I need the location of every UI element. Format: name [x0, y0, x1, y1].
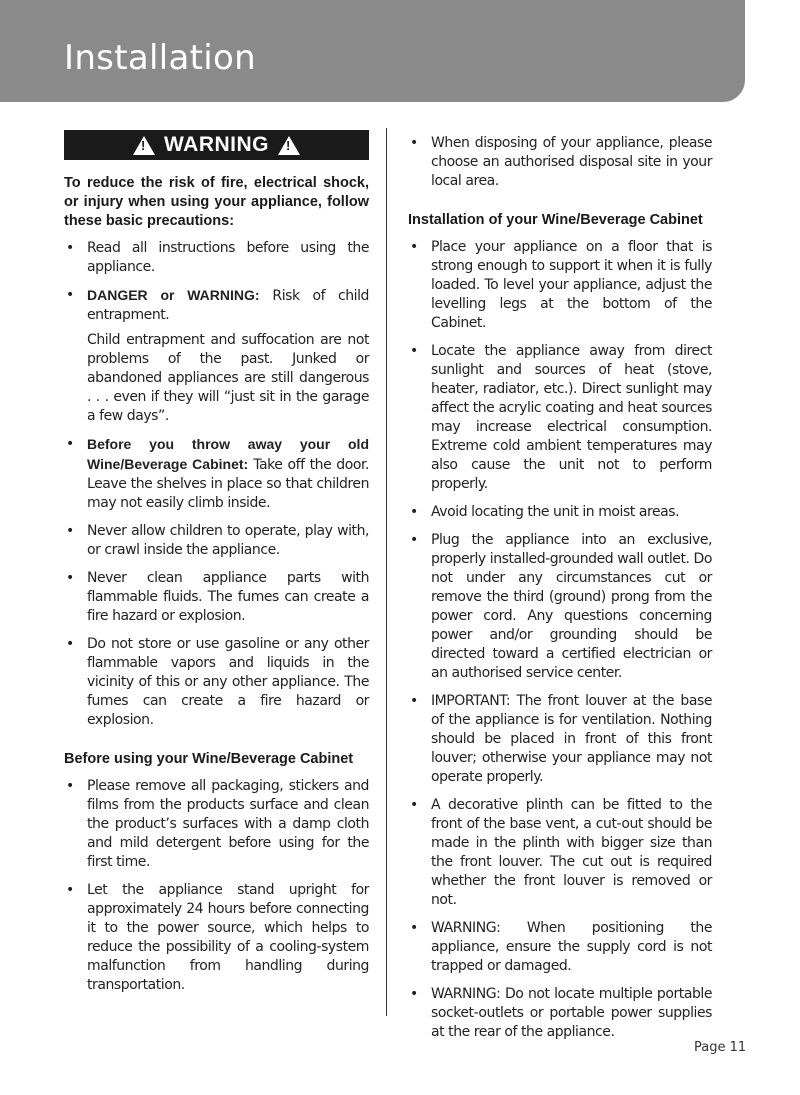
- list-item-text: When disposing of your appliance, please choose an authorised disposal site in your local area.: [431, 135, 712, 189]
- list-item-text: Read all instructions before using the appliance.: [87, 240, 369, 275]
- list-item-text: WARNING: When positioning the appliance, ensure the supply cord is not trapped or damaged.: [431, 920, 712, 974]
- list-item: [64, 522, 369, 560]
- bullet-icon: •: [66, 240, 74, 256]
- before-using-heading: Before using your Wine/Beverage Cabinet: [64, 751, 354, 767]
- precautions-list: [64, 239, 369, 730]
- list-item: [408, 342, 712, 494]
- list-item: [408, 692, 712, 787]
- left-column: [64, 130, 369, 1004]
- page-number: Page 11: [694, 1040, 747, 1055]
- list-item-text: A decorative plinth can be fitted to the front of the base vent, a cut-out should be made in the plinth with bigger size than the front louver. The cut out is required whether the front louver is removed or not.: [431, 797, 712, 908]
- bullet-icon: •: [410, 135, 418, 151]
- bullet-icon: •: [66, 570, 74, 586]
- bullet-icon: •: [66, 436, 74, 452]
- right-column: [408, 134, 712, 1051]
- bullet-icon: •: [410, 504, 418, 520]
- installation-heading: Installation of your Wine/Beverage Cabinet: [408, 212, 703, 228]
- bullet-icon: •: [410, 239, 418, 255]
- bullet-icon: •: [410, 986, 418, 1002]
- bullet-icon: •: [410, 920, 418, 936]
- bullet-icon: •: [66, 636, 74, 652]
- list-item: [408, 796, 712, 910]
- installation-list: [408, 238, 712, 1042]
- section-header-banner: [0, 0, 745, 102]
- list-item: [408, 531, 712, 683]
- disposal-list: [408, 134, 712, 191]
- list-item-text: Let the appliance stand upright for approximately 24 hours before connecting it to the power source, which helps to reduce the possibility of a cooling-system malfunction from handling during transportation.: [87, 882, 369, 993]
- list-item-text: WARNING: Do not locate multiple portable socket-outlets or portable power supplies at the rear of the appliance.: [431, 986, 712, 1040]
- list-item-text: Do not store or use gasoline or any other flammable vapors and liquids in the vicinity of this or any other appliance. The fumes can create a fire hazard or explosion.: [87, 636, 369, 728]
- bullet-icon: •: [66, 523, 74, 539]
- list-item: [408, 503, 712, 522]
- list-item: [64, 239, 369, 277]
- list-item: [64, 569, 369, 626]
- bullet-icon: •: [410, 343, 418, 359]
- list-item: [64, 435, 369, 513]
- list-item-text: Take off the door. Leave the shelves in place so that children may not easily climb inside.: [87, 457, 369, 511]
- list-item-text: IMPORTANT: The front louver at the base of the appliance is for ventilation. Nothing should be placed in front of this front louver; otherwise your appliance may not operate properly.: [431, 693, 712, 785]
- list-item-text: Place your appliance on a floor that is strong enough to support it when it is fully loaded. To level your appliance, adjust the levelling legs at the bottom of the Cabinet.: [431, 239, 712, 331]
- bullet-icon: •: [410, 532, 418, 548]
- list-item: [408, 985, 712, 1042]
- list-item-emphasis: Before you throw away your old Wine/Beverage Cabinet:: [87, 436, 369, 472]
- warning-triangle-icon: [278, 136, 300, 155]
- list-item-text: Please remove all packaging, stickers and films from the products surface and clean the product’s surfaces with a damp cloth and mild detergent before using for the first time.: [87, 778, 369, 870]
- list-item: [64, 881, 369, 995]
- bullet-icon: •: [410, 693, 418, 709]
- list-item: [408, 238, 712, 333]
- list-item: [408, 919, 712, 976]
- list-item-text: Never allow children to operate, play with, or crawl inside the appliance.: [87, 523, 369, 558]
- list-item-text: Risk of child entrapment.: [87, 288, 369, 323]
- warning-banner: [64, 130, 369, 160]
- list-item: [64, 635, 369, 730]
- warning-triangle-icon: [133, 136, 155, 155]
- warning-label: WARNING: [164, 133, 269, 156]
- list-item-text: Locate the appliance away from direct sunlight and sources of heat (stove, heater, radiator, etc.). Direct sunlight may affect the acrylic coating and heat sources may increase electrical consumption. Extreme cold ambient temperatures may also cause the unit not to perform properly.: [431, 343, 712, 492]
- page-title: Installation: [64, 38, 256, 78]
- bullet-icon: •: [66, 287, 74, 303]
- list-item: [64, 286, 369, 426]
- list-item: [64, 777, 369, 872]
- list-item-text: Avoid locating the unit in moist areas.: [431, 504, 680, 520]
- before-using-list: [64, 777, 369, 995]
- list-item-text: Plug the appliance into an exclusive, properly installed-grounded wall outlet. Do not under any circumstances cut or remove the third (ground) prong from the power cord. Any questions concerning power and/or grounding should be directed toward a certified electrician or an authorised service center.: [431, 532, 712, 681]
- column-divider: [386, 128, 387, 1016]
- list-item-text: Never clean appliance parts with flammable fluids. The fumes can create a fire hazard or explosion.: [87, 570, 369, 624]
- bullet-icon: •: [410, 797, 418, 813]
- list-item: [408, 134, 712, 191]
- bullet-icon: •: [66, 778, 74, 794]
- list-item-emphasis: DANGER or WARNING:: [87, 287, 260, 303]
- warning-intro: To reduce the risk of fire, electrical shock, or injury when using your appliance, follow these basic precautions:: [64, 175, 369, 229]
- list-item-detail: Child entrapment and suffocation are not problems of the past. Junked or abandoned appliances are still dangerous . . . even if they will “just sit in the garage a few days”.: [87, 332, 369, 424]
- bullet-icon: •: [66, 882, 74, 898]
